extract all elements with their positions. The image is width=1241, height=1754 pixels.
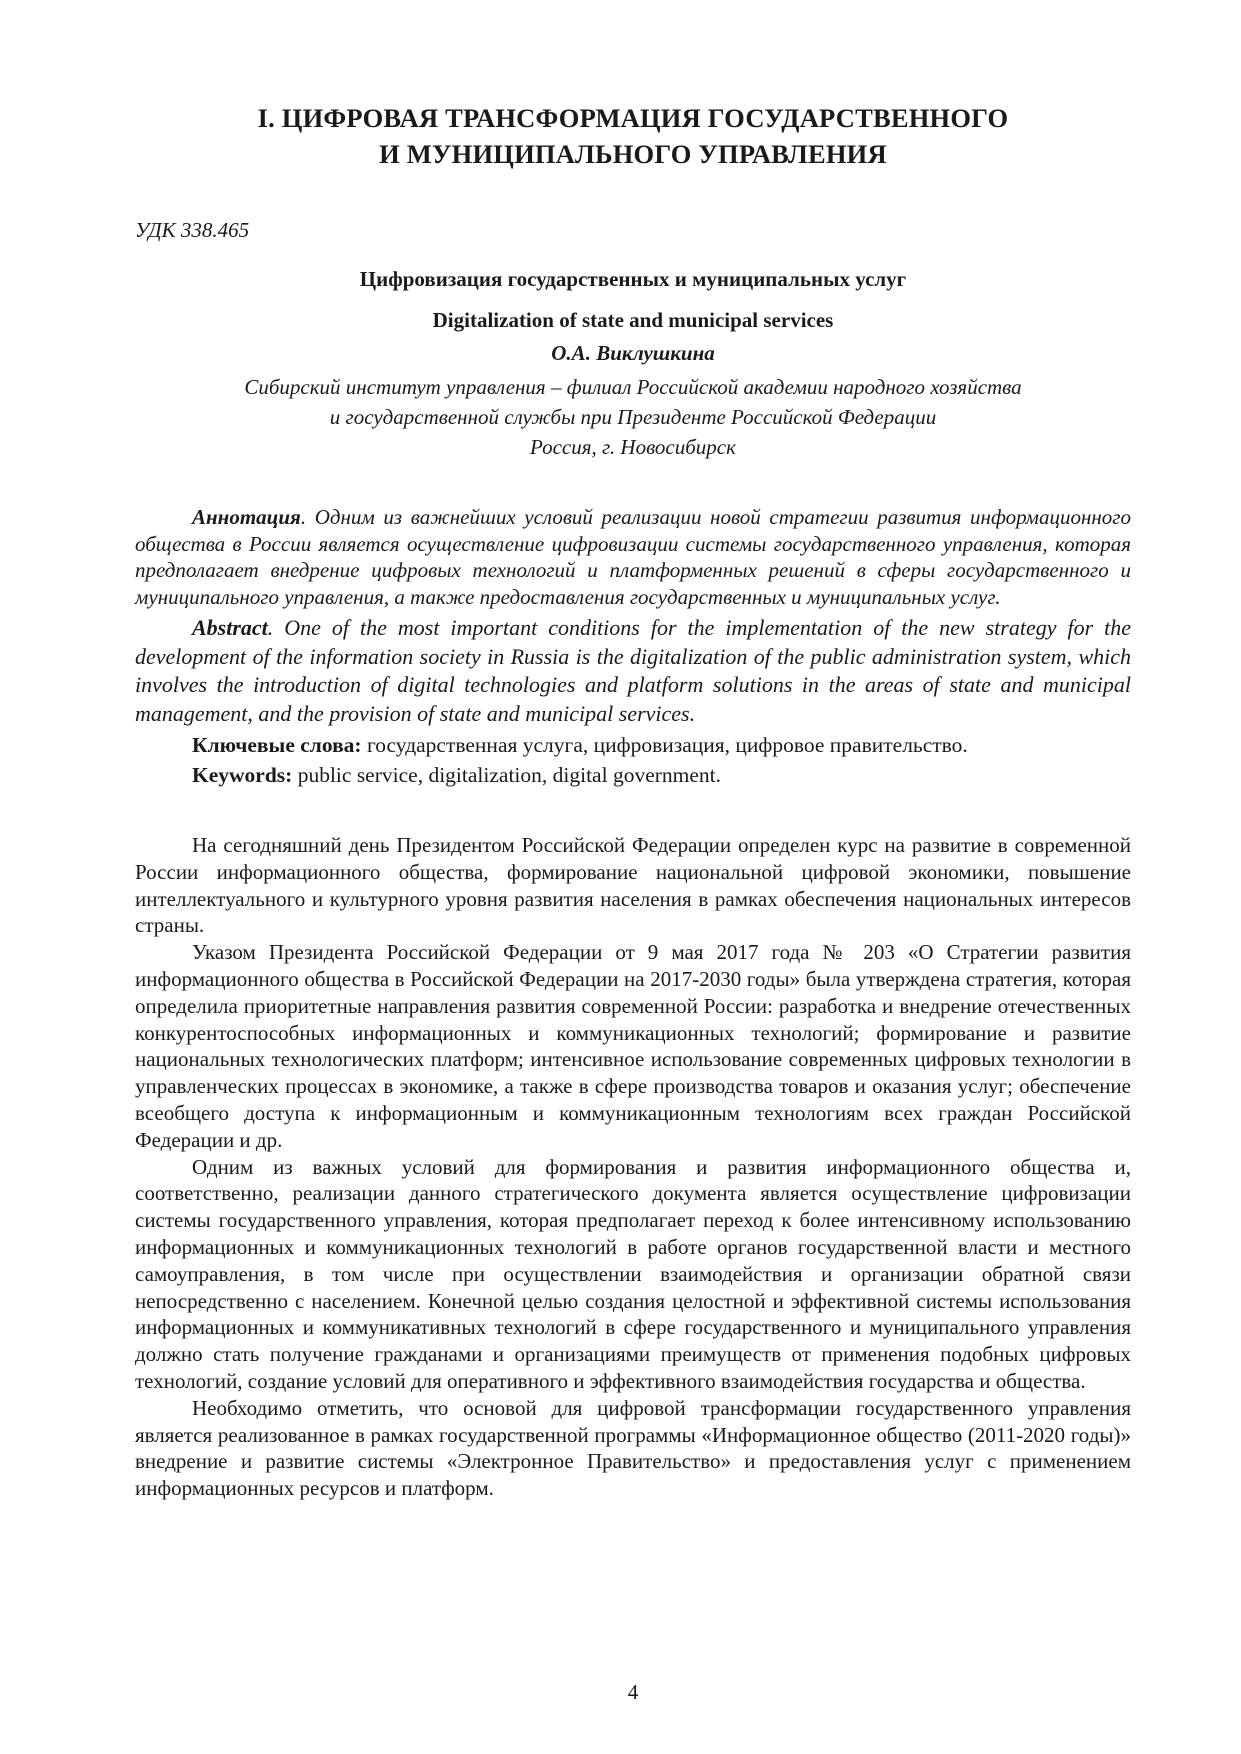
keywords-en-label: Keywords: [192,763,293,787]
abstract-en [135,614,1131,728]
author-affiliation [135,372,1131,462]
abstract-en-label: Abstract [192,615,268,640]
abstract-ru-text: . Одним из важнейших условий реализации новой стратегии развития информационного общества в России является осуществление цифровизации системы государственного управления, которая предполагает внедрение цифровых технологий и платформенных решений в сферы государственного и муниципального управления, а также предоставления государственных и муниципальных услуг. [135,505,1131,609]
article-title-en: Digitalization of state and municipal services [432,308,834,332]
affiliation-line-2: и государственной службы при Президенте Российской Федерации [329,405,937,429]
section-title [135,100,1131,172]
affiliation-line-1: Сибирский институт управления – филиал Российской академии народного хозяйства [244,375,1022,399]
abstract-en-text: . One of the most important conditions for the implementation of the new strategy for the development of the information society in Russia is the digitalization of the public administration system, which involves the introduction of digital technologies and platform solutions in the areas of state and municipal management, and the provision of state and municipal services. [135,615,1131,726]
body-paragraph: Необходимо отметить, что основой для цифровой трансформации государственного управления является реализованное в рамках государственной программы «Информационное общество (2011-2020 годы)» внедрение и развитие системы «Электронное Правительство» и предоставления услуг с применением информационных ресурсов и платформ. [135,1395,1131,1501]
article-body [135,832,1131,1502]
keywords-en-text: public service, digitalization, digital government. [292,763,722,787]
udk-code: УДК 338.465 [135,218,250,242]
body-paragraph: Указом Президента Российской Федерации от 9 мая 2017 года № 203 «О Стратегии развития информационного общества в Российской Федерации на 2017-2030 годы» была утверждена стратегия, которая определила приоритетные направления развития современной России: разработка и внедрение отечественных конкурентоспособных информационных и коммуникационных технологий; формирование и развитие национальных технологических платформ; интенсивное использование современных цифровых технологии в управленческих процессах в экономике, а также в сфере производства товаров и оказания услуг; обеспечение всеобщего доступа к информационным и коммуникационным технологиям всех граждан Российской Федерации и др. [135,940,1131,1152]
section-title-line-1: I. ЦИФРОВАЯ ТРАНСФОРМАЦИЯ ГОСУДАРСТВЕННОГО [257,103,1009,133]
affiliation-line-3: Россия, г. Новосибирск [530,435,736,459]
body-paragraph: Одним из важных условий для формирования и развития информационного общества и, соответственно, реализации данного стратегического документа является осуществление цифровизации системы государственного управления, которая предполагает переход к более интенсивному использованию информационных и коммуникационных технологий в работе органов государственной власти и местного самоуправления, в том числе при осуществлении взаимодействия и организации обратной связи непосредственно с населением. Конечной целью создания целостной и эффективной системы использования информационных и коммуникативных технологий в сфере государственного и муниципального управления должно стать получение гражданами и организациями преимуществ от применения подобных цифровых технологий, создание условий для оперативного и эффективного взаимодействия государства и общества. [135,1154,1131,1393]
keywords-ru-text: государственная услуга, цифровизация, цифровое правительство. [361,733,968,757]
section-title-line-2: И МУНИЦИПАЛЬНОГО УПРАВЛЕНИЯ [379,139,887,169]
page-number: 4 [627,1680,639,1704]
article-title-ru: Цифровизация государственных и муниципальных услуг [359,267,907,291]
keywords-ru-label: Ключевые слова: [192,733,362,757]
abstract-ru-label: Аннотация [192,505,301,529]
keywords-ru [135,730,1131,760]
abstract-ru [135,504,1131,610]
document-page [135,100,1131,1720]
author-name: О.А. Виклушкина [551,341,715,365]
body-paragraph: На сегодняшний день Президентом Российской Федерации определен курс на развитие в современной России информационного общества, формирование национальной цифровой экономики, повышение интеллектуального и культурного уровня развития населения в рамках обеспечения национальных интересов страны. [135,833,1131,938]
keywords-en [135,760,1131,790]
